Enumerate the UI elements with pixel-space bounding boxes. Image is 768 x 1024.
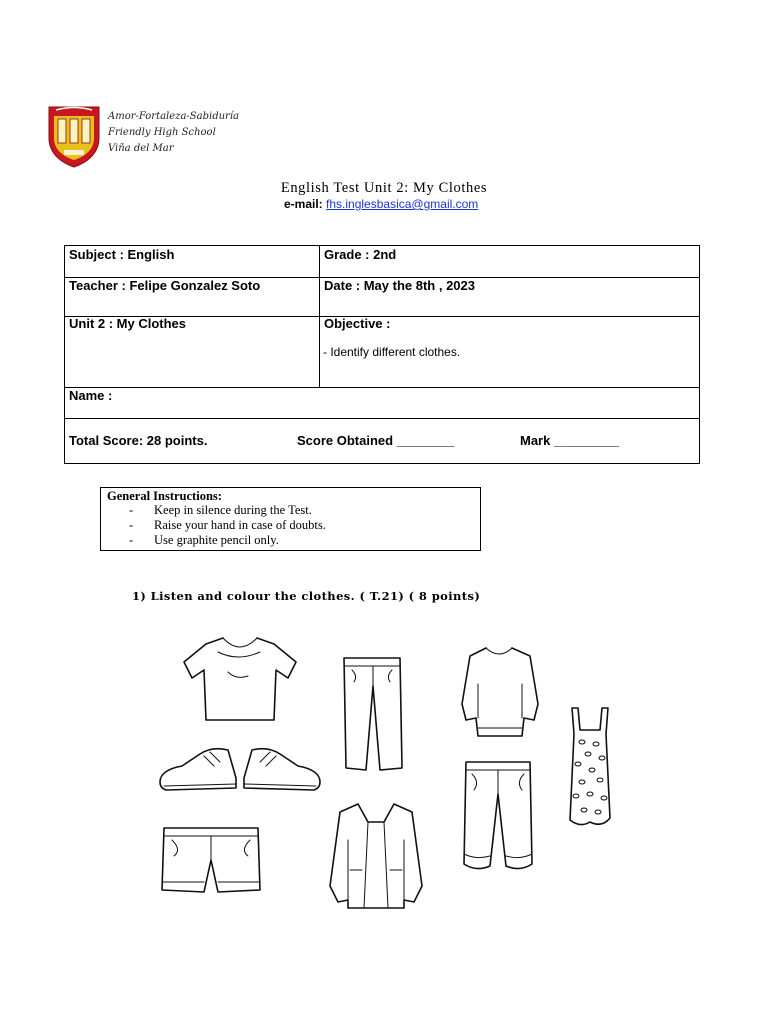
school-motto: Amor-Fortaleza-Sabiduría <box>108 111 239 122</box>
instructions-title: General Instructions: <box>107 489 222 503</box>
school-name: Friendly High School <box>108 127 216 138</box>
score-obtained-field[interactable]: Score Obtained ________ <box>297 433 455 448</box>
email-label: e-mail: <box>284 197 323 211</box>
info-table <box>64 245 700 464</box>
date-cell: Date : May the 8th , 2023 <box>324 278 475 293</box>
school-crest-icon <box>46 104 102 168</box>
subject-cell: Subject : English <box>69 247 175 262</box>
sweater-icon[interactable] <box>456 644 542 740</box>
unit-cell: Unit 2 : My Clothes <box>69 316 187 331</box>
instructions-box <box>100 487 481 551</box>
question-1: 1) Listen and colour the clothes. ( T.21) ( 8 points) <box>132 589 481 603</box>
bullet-dash: - <box>129 518 134 532</box>
dress-icon[interactable] <box>562 706 618 830</box>
instruction-item: - Keep in silence during the Test. <box>129 503 312 517</box>
bullet-dash: - <box>129 533 134 547</box>
instruction-item: - Raise your hand in case of doubts. <box>129 518 326 532</box>
email-link[interactable]: fhs.inglesbasica@gmail.com <box>326 197 479 211</box>
total-score: Total Score: 28 points. <box>69 433 208 448</box>
mark-field[interactable]: Mark _________ <box>520 433 620 448</box>
school-city: Viña del Mar <box>108 143 174 154</box>
shorts-icon[interactable] <box>160 826 262 896</box>
name-field[interactable]: Name : <box>69 388 113 403</box>
instruction-item: - Use graphite pencil only. <box>129 533 279 547</box>
jacket-icon[interactable] <box>326 800 426 912</box>
objective-item: - Identify different clothes. <box>323 345 461 359</box>
email-line <box>284 197 478 211</box>
trousers-icon[interactable] <box>340 656 406 772</box>
shoes-icon[interactable] <box>156 742 324 794</box>
t-shirt-icon[interactable] <box>178 632 302 724</box>
bullet-dash: - <box>129 503 134 517</box>
test-title: English Test Unit 2: My Clothes <box>280 180 488 196</box>
objective-label: Objective : <box>324 316 391 331</box>
jeans-icon[interactable] <box>458 760 538 874</box>
grade-cell: Grade : 2nd <box>324 247 397 262</box>
teacher-cell: Teacher : Felipe Gonzalez Soto <box>69 278 261 293</box>
